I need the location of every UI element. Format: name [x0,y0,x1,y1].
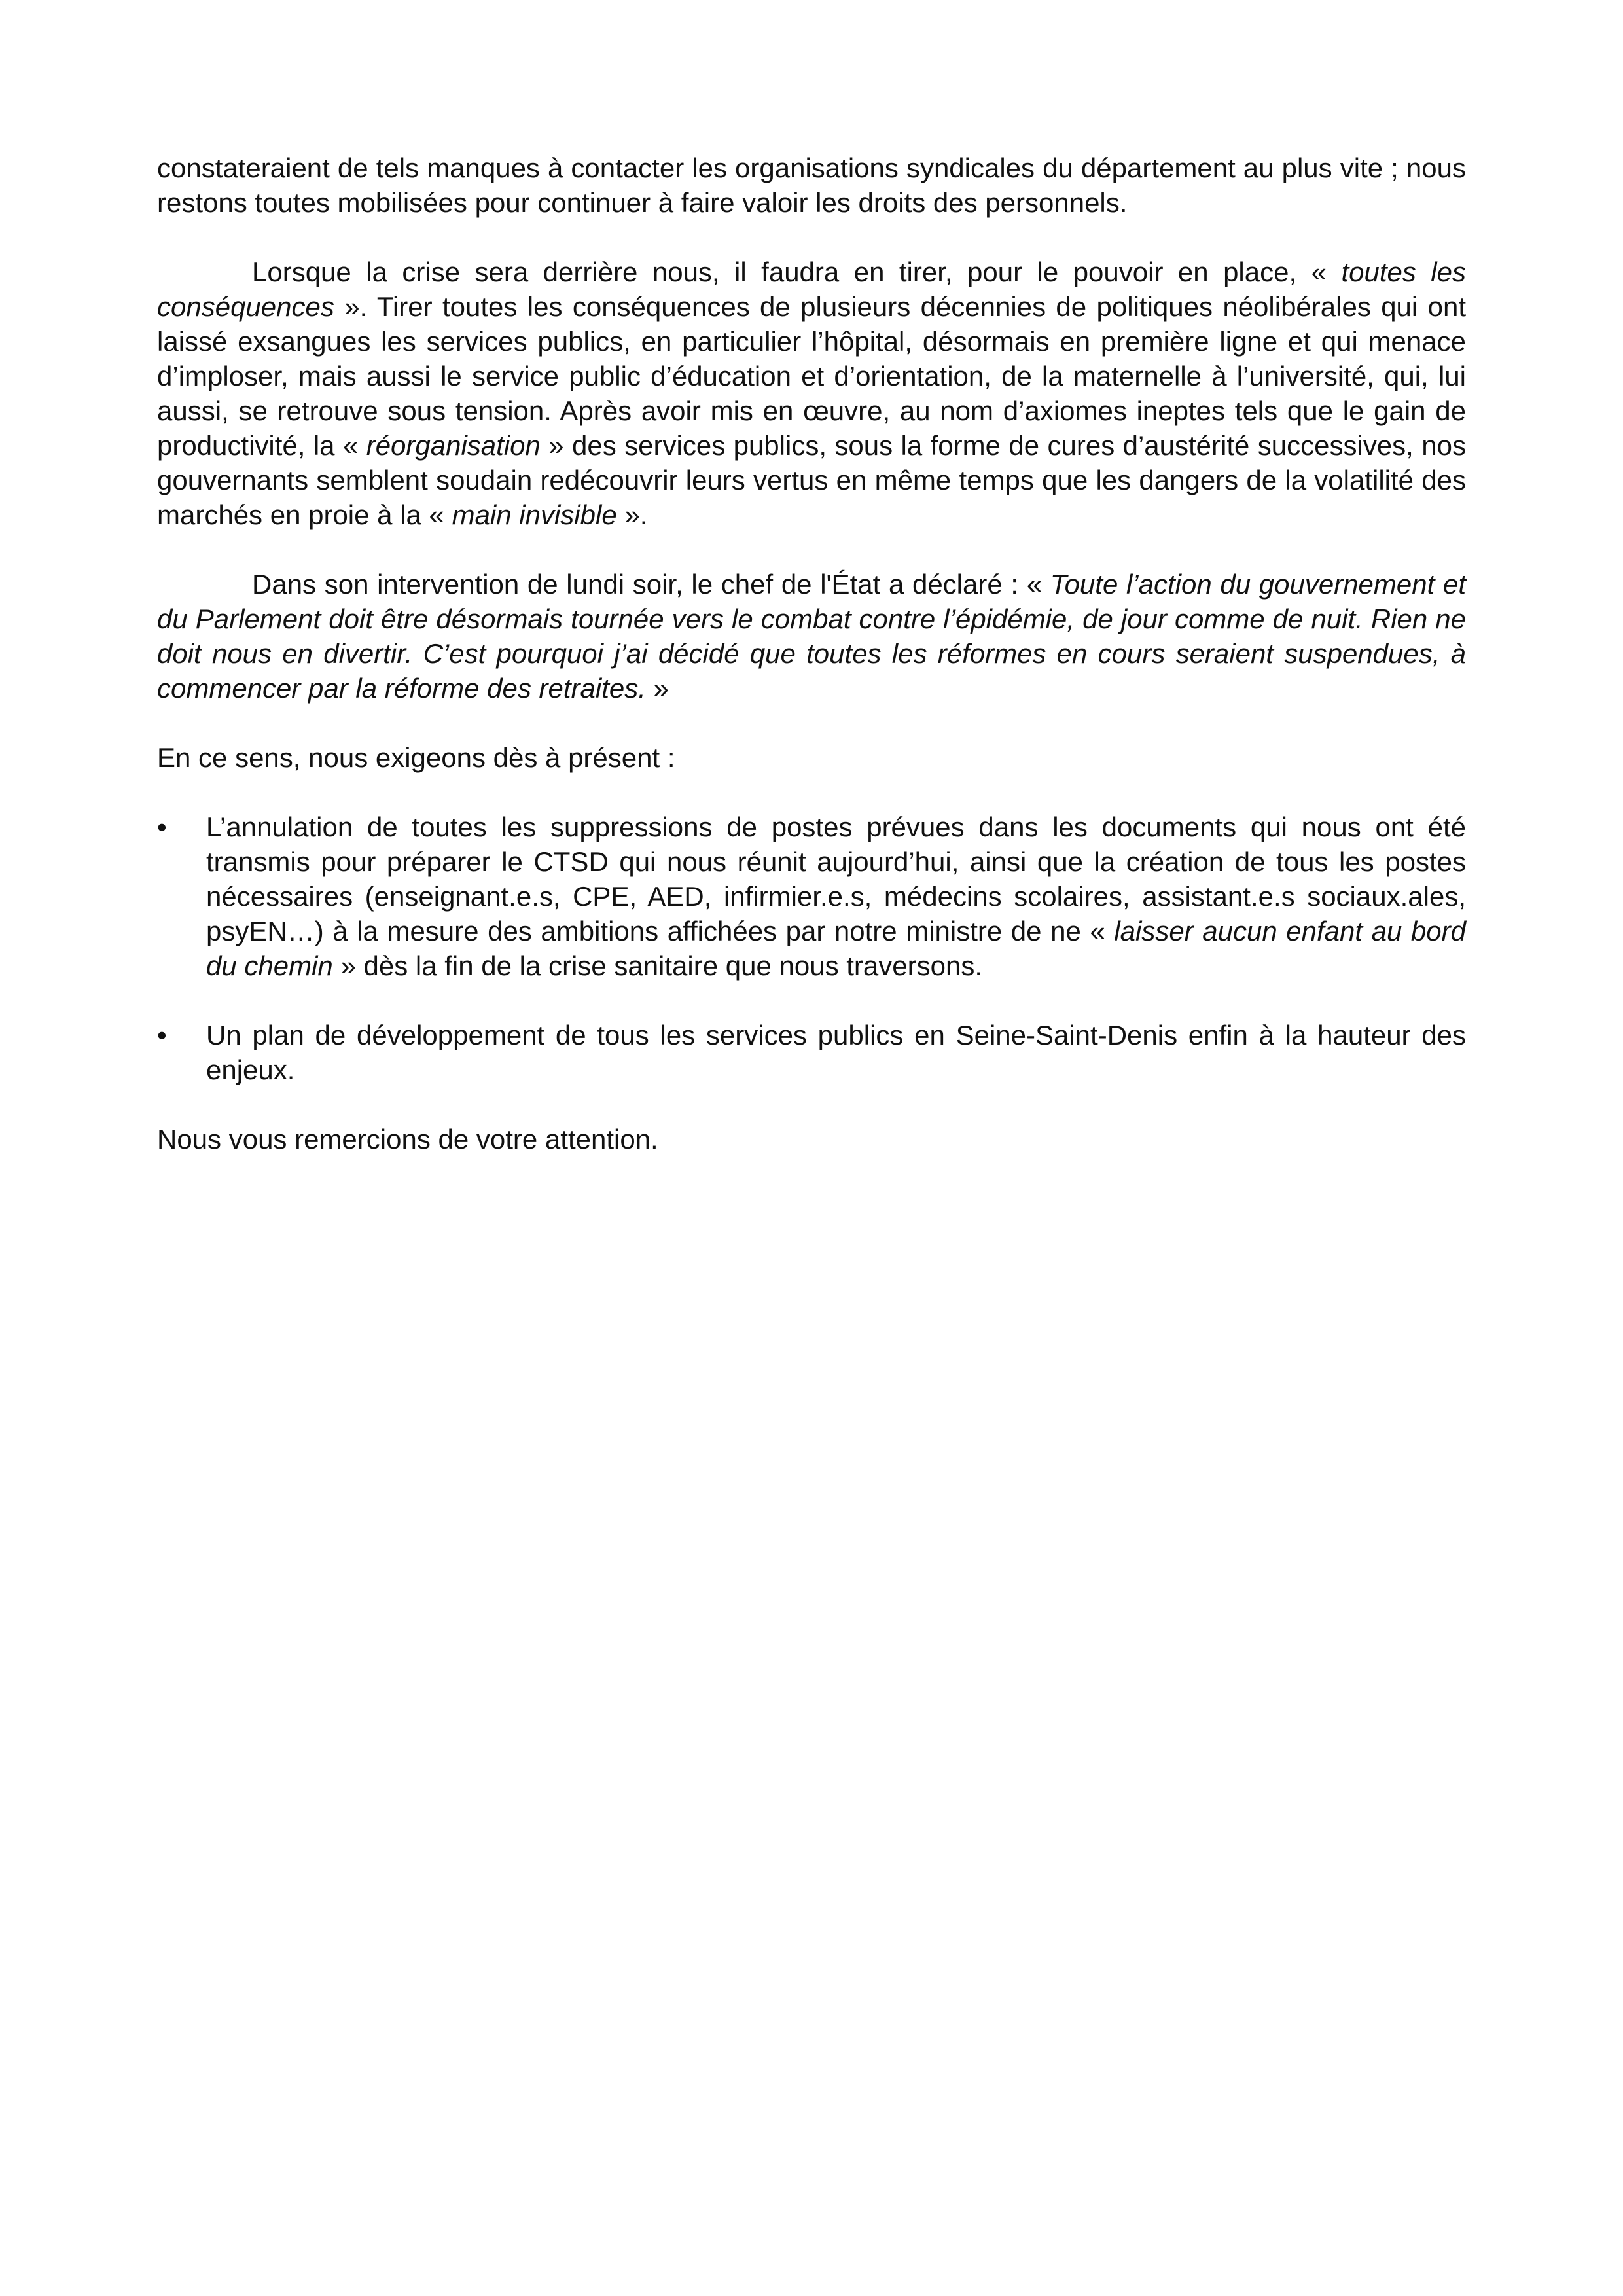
quoted-speech: Toute l’action du gouvernement et du Parlement doit être désormais tournée vers le combat contre l’épidémie, de jour comme de nuit. Rien ne doit nous en divertir. C’est pourquoi j’ai décidé que toutes les réformes en cours seraient suspendues, à commencer par la réforme des retraites. [157,569,1466,704]
paragraph-text: En ce sens, nous exigeons dès à présent : [157,742,675,773]
bullet-icon: • [157,812,167,842]
paragraph-presidential-quote [157,567,1466,706]
paragraph-text: constateraient de tels manques à contacter les organisations syndicales du département au plus vite ; nous restons toutes mobilisées pour continuer à faire valoir les droits des personnels. [157,152,1466,218]
paragraph-demands-intro [157,740,1466,775]
bullet-icon: • [157,1020,167,1050]
quoted-phrase: laisser aucun enfant au bord du chemin [206,916,1466,981]
paragraph-text: ». Tirer toutes les conséquences de plusieurs décennies de politiques néolibérales qui ont laissé exsangues les services publics, en particulier l’hôpital, désormais en première ligne et qui menace d’imploser, mais aussi le service public d’éducation et d’orientation, de la maternelle à l’université, qui, lui aussi, se retrouve sous tension. Après avoir mis en œuvre, au nom d’axiomes ineptes tels que le gain de productivité, la « [157,291,1466,461]
paragraph-text: » des services publics, sous la forme de cures d’austérité successives, nos gouvernants semblent soudain redécouvrir leurs vertus en même temps que les dangers de la volatilité des marchés en proie à la « [157,430,1466,530]
demand-list-item [157,1018,1466,1087]
paragraph-closing [157,1122,1466,1157]
list-item-text: Un plan de développement de tous les services publics en Seine-Saint-Denis enfin à la hauteur des enjeux. [206,1020,1466,1085]
paragraph-text: ». [616,499,648,530]
paragraph-text: Dans son intervention de lundi soir, le chef de l'État a déclaré : « [252,569,1050,600]
list-item-text: » dès la fin de la crise sanitaire que nous traversons. [332,950,982,981]
quoted-phrase: réorganisation [366,430,541,461]
paragraph-text: Lorsque la crise sera derrière nous, il faudra en tirer, pour le pouvoir en place, « [252,257,1342,287]
paragraph-intro-continuation [157,151,1466,220]
document-page [157,151,1466,1157]
demand-list-item [157,810,1466,983]
list-item-text: L’annulation de toutes les suppressions de postes prévues dans les documents qui nous ont été transmis pour préparer le CTSD qui nous réunit aujourd’hui, ainsi que la création de tous les postes nécessaires (enseignant.e.s, CPE, AED, infirmier.e.s, médecins scolaires, assistant.e.s sociaux.ales, psyEN…) à la mesure des ambitions affichées par notre ministre de ne « [206,812,1466,946]
quoted-phrase: main invisible [452,499,617,530]
quoted-phrase: toutes les conséquences [157,257,1466,322]
paragraph-consequences [157,255,1466,532]
paragraph-text: » [645,673,669,704]
paragraph-text: Nous vous remercions de votre attention. [157,1124,658,1155]
